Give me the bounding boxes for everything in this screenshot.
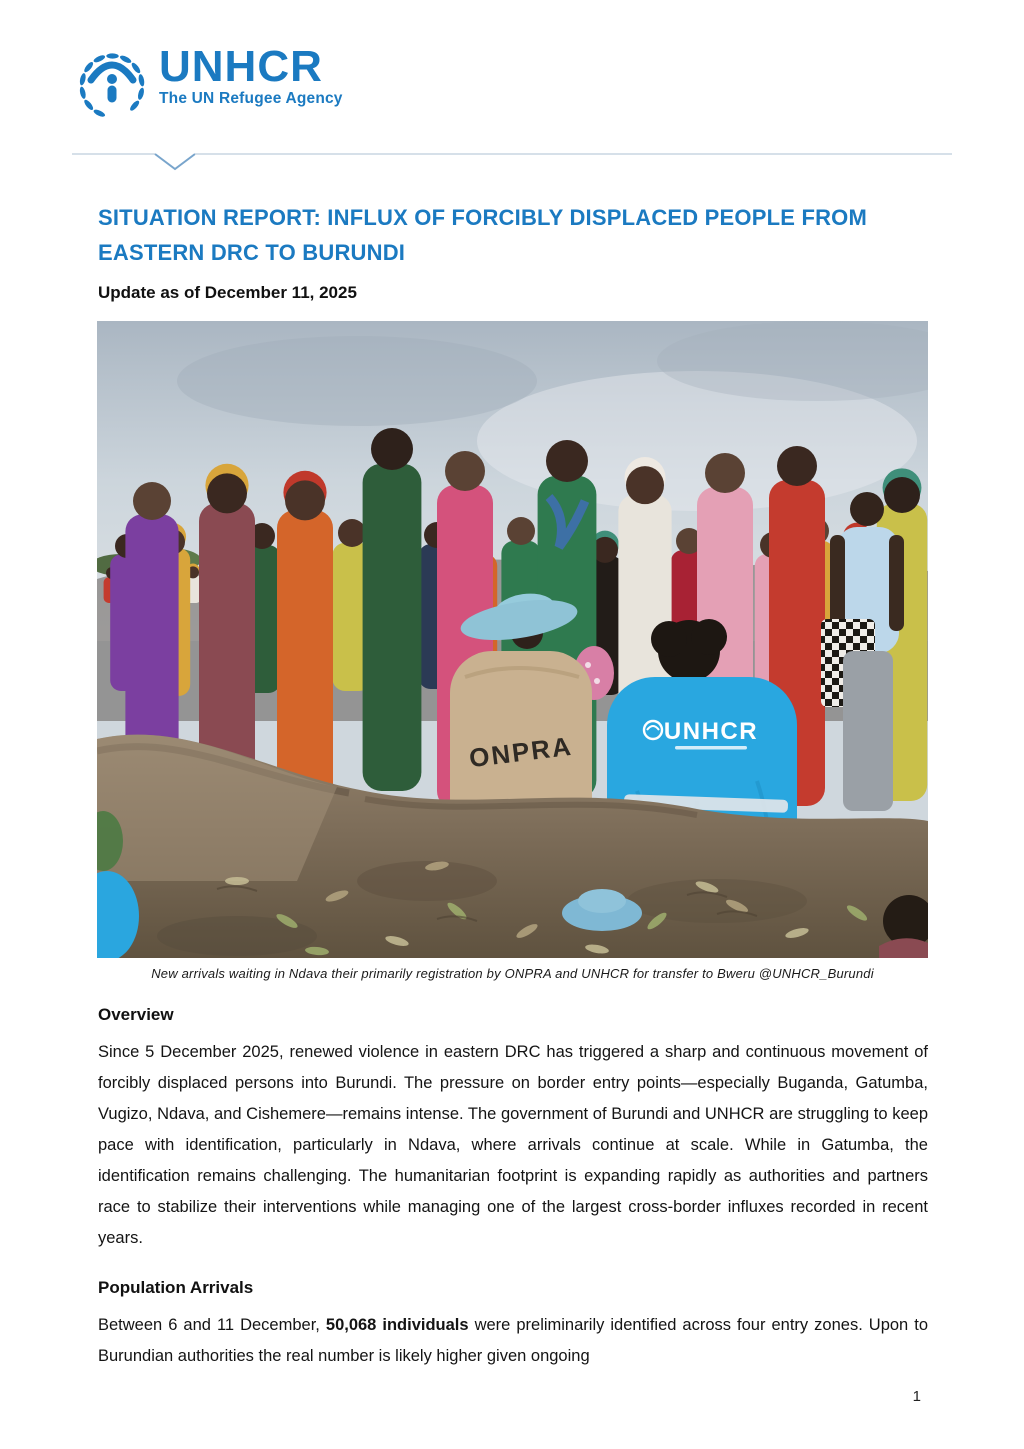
- population-arrivals-paragraph: [98, 1310, 928, 1372]
- section-heading-population-arrivals: Population Arrivals: [98, 1278, 254, 1297]
- person-body-shape: [108, 86, 117, 103]
- unhcr-emblem-icon: [75, 42, 149, 118]
- unhcr-logo: [75, 42, 928, 118]
- logo-tagline: The UN Refugee Agency: [159, 90, 343, 107]
- report-update-line: Update as of December 11, 2025: [98, 283, 357, 302]
- person-head-shape: [107, 74, 117, 84]
- para-text-after: were preliminarily identified across four entry zones. Upon to Burundian authorities the real number is likely higher given ongoing: [98, 1316, 929, 1365]
- overview-paragraph: Since 5 December 2025, renewed violence in eastern DRC has triggered a sharp and continuous movement of forcibly displaced persons into Burundi. The pressure on border entry points—especially Buganda, Gatumba, Vugizo, Ndava, and Cishemere—remains intense. The government of Burundi and UNHCR are struggling to keep pace with identification, particularly in Ndava, where arrivals continue at scale. While in Gatumba, the identification remains challenging. The humanitarian footprint is expanding rapidly as authorities and partners race to stabilize their interventions while managing one of the largest cross-border influxes recorded in recent years.: [98, 1043, 928, 1247]
- onpra-vest-label: ONPRA: [467, 730, 575, 774]
- photo-figure: [97, 321, 928, 981]
- section-heading-overview: Overview: [98, 1005, 174, 1024]
- report-title: SITUATION REPORT: INFLUX OF FORCIBLY DISPLACED PEOPLE FROM EASTERN DRC TO BURUNDI: [98, 205, 868, 265]
- field-photo: [97, 321, 928, 958]
- para-text-before: Between 6 and 11 December,: [98, 1316, 326, 1334]
- header-divider: [72, 148, 952, 176]
- arrivals-count: 50,068 individuals: [325, 1316, 469, 1334]
- unhcr-vest-label: UNHCR: [663, 718, 759, 745]
- page-number: 1: [912, 1388, 921, 1405]
- photo-caption: New arrivals waiting in Ndava their primarily registration by ONPRA and UNHCR for transfer to Bweru @UNHCR_Burundi: [151, 966, 874, 981]
- logo-wordmark: UNHCR: [159, 42, 323, 91]
- chevron-down-icon: [155, 154, 195, 169]
